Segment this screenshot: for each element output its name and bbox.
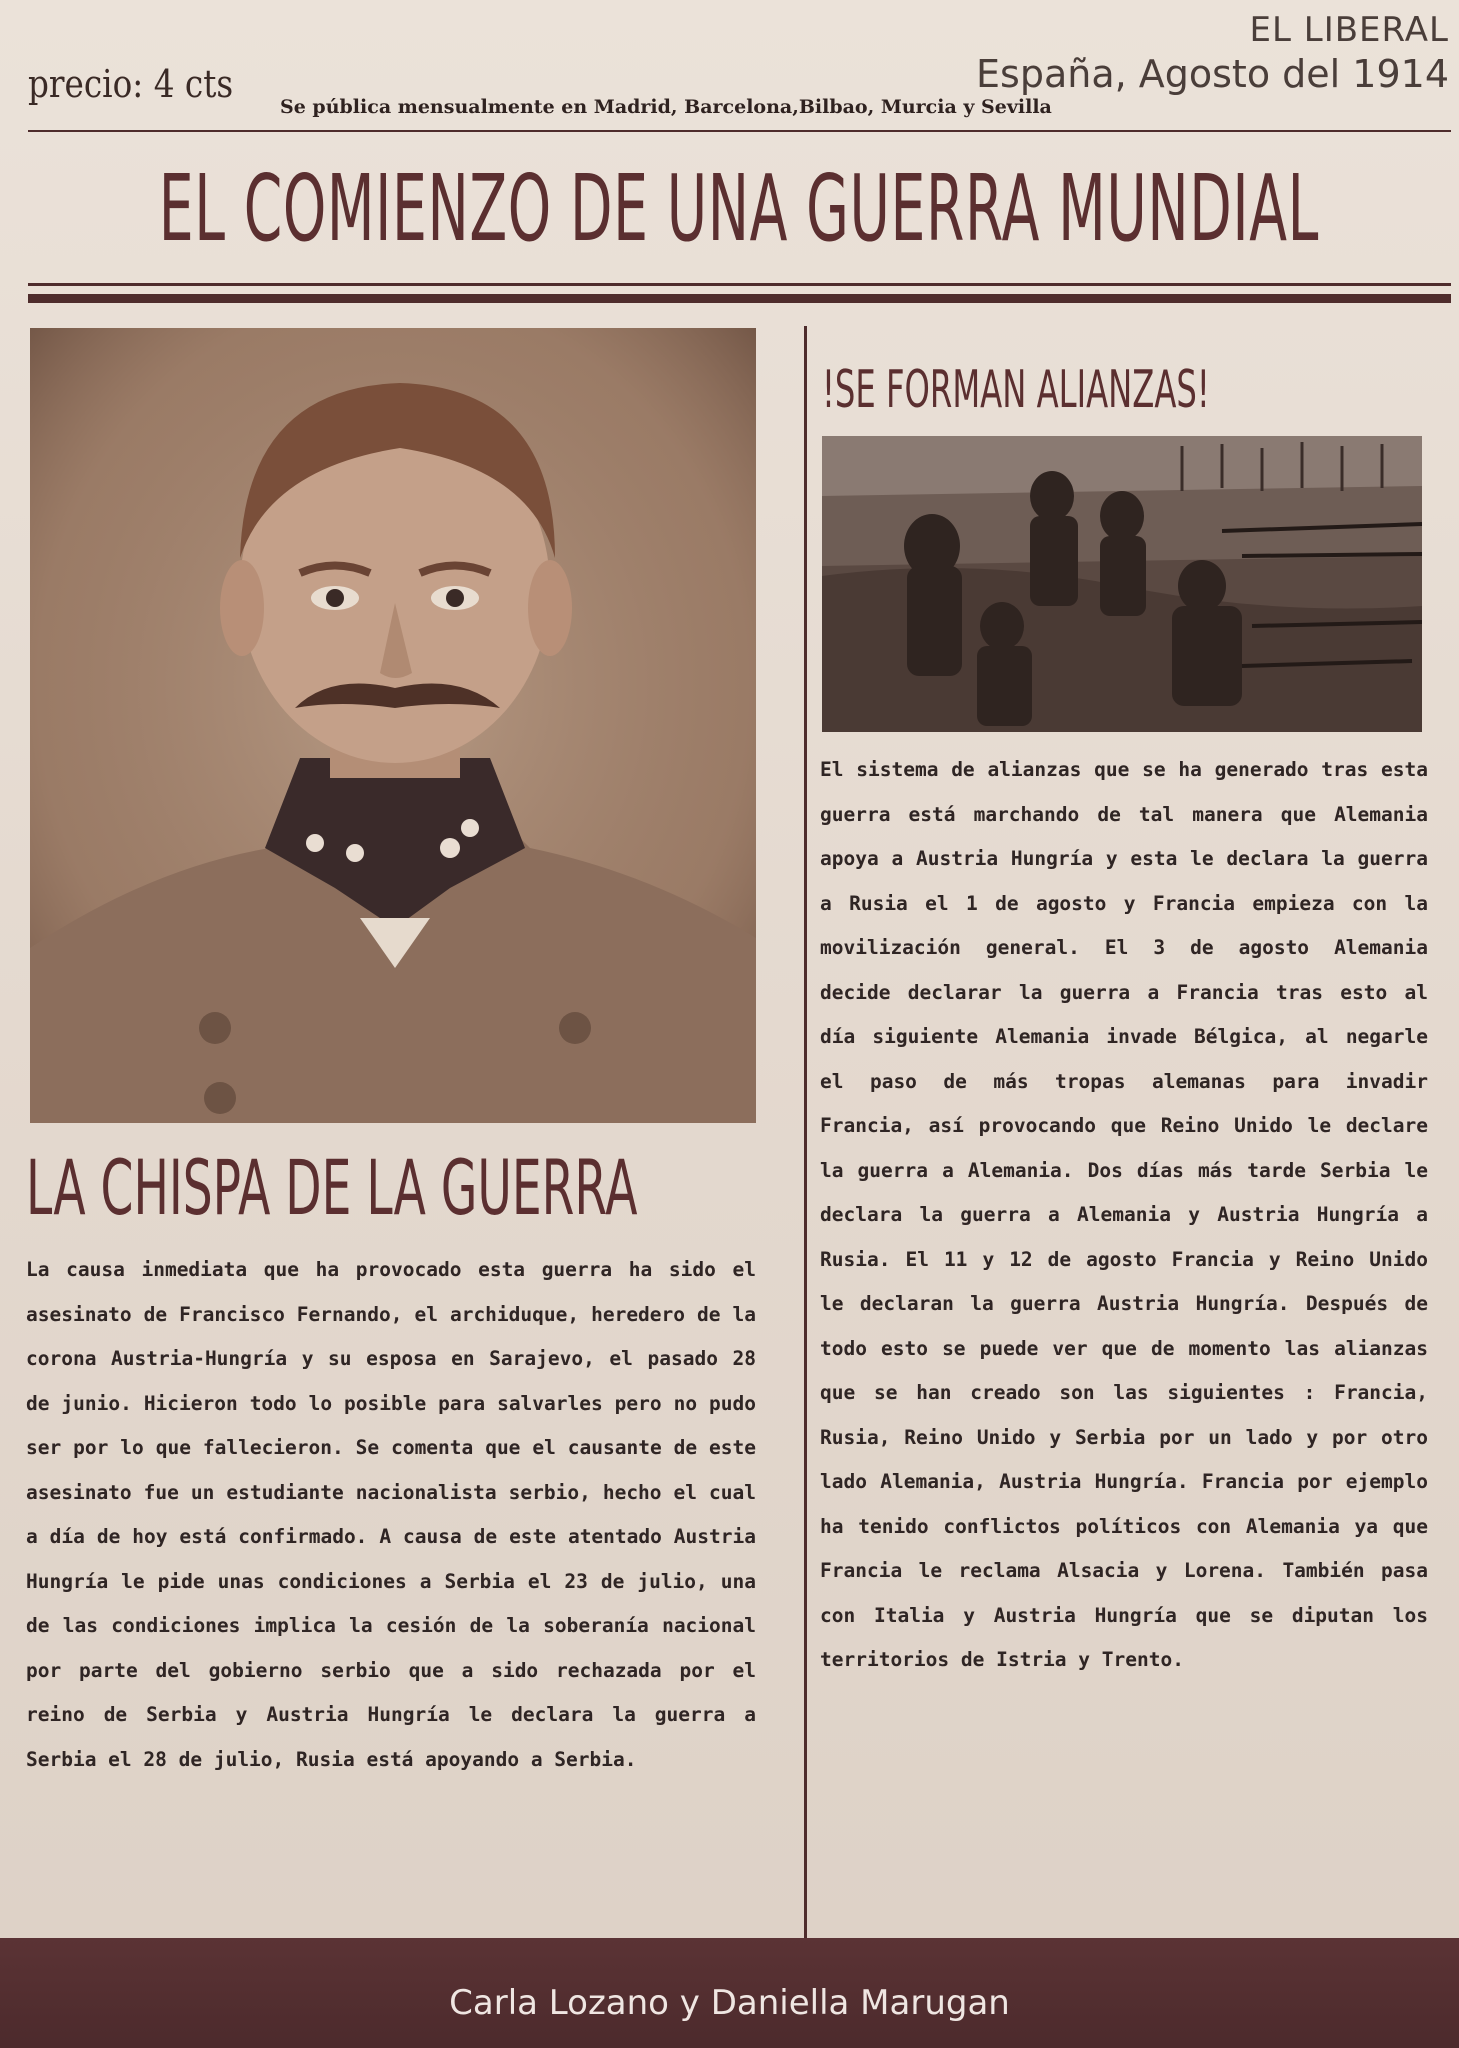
portrait-illustration <box>30 328 756 1123</box>
publication-note: Se pública mensualmente en Madrid, Barcelona,Bilbao, Murcia y Sevilla <box>280 96 1052 118</box>
main-headline <box>28 148 1449 268</box>
left-article-body: La causa inmediata que ha provocado esta guerra ha sido el asesinato de Francisco Fernando, el archiduque, heredero de la corona Austria-Hungría y su esposa en Sarajevo, el pasado 28 de junio. Hicieron todo lo posible para salvarles pero no pudo ser por lo que fallecieron. Se comenta que el causante de este asesinato fue un estudiante nacionalista serbio, hecho el cual a día de hoy está confirmado. A causa de este atentado Austria Hungría le pide unas condiciones a Serbia el 23 de julio, una de las condiciones implica la cesión de la soberanía nacional por parte del gobierno serbio que a sido rechazada por el reino de Serbia y Austria Hungría le declara la guerra a Serbia el 28 de julio, Rusia está apoyando a Serbia. <box>26 1258 756 1771</box>
masthead-rule <box>28 130 1451 132</box>
main-headline-text: EL COMIENZO DE UNA GUERRA MUNDIAL <box>158 154 1319 262</box>
headline-rule-thick <box>28 294 1451 303</box>
footer-authors: Carla Lozano y Daniella Marugan <box>449 1983 1010 2023</box>
right-article-title-text: !SE FORMAN ALIANZAS! <box>822 360 1210 420</box>
right-article-body: El sistema de alianzas que se ha generado tras esta guerra está marchando de tal manera que Alemania apoya a Austria Hungría y esta le declara la guerra a Rusia el 1 de agosto y Francia empieza con la movilización general. El 3 de agosto Alemania decide declarar la guerra a Francia tras esto al día siguiente Alemania invade Bélgica, al negarle el paso de más tropas alemanas para invadir Francia, así provocando que Reino Unido le declare la guerra a Alemania. Dos días más tarde Serbia le declara la guerra a Alemania y Austria Hungría a Rusia. El 11 y 12 de agosto Francia y Reino Unido le declaran la guerra Austria Hungría. Después de todo esto se puede ver que de momento las alianzas que se han creado son las siguientes : Francia, Rusia, Reino Unido y Serbia por un lado y por otro lado Alemania, Austria Hungría. Francia por ejemplo ha tenido conflictos políticos con Alemania ya que Francia le reclama Alsacia y Lorena. También pasa con Italia y Austria Hungría que se diputan los territorios de Istria y Trento. <box>820 758 1428 1671</box>
right-article-title <box>822 350 1447 430</box>
trench-illustration <box>822 436 1422 732</box>
archduke-portrait-photo <box>30 328 756 1123</box>
newspaper-name: EL LIBERAL <box>1249 10 1449 50</box>
headline-rule-thin <box>28 283 1451 286</box>
left-article-title-text: LA CHISPA DE LA GUERRA <box>26 1142 638 1232</box>
masthead-right <box>976 8 1449 96</box>
issue-date: España, Agosto del 1914 <box>976 52 1449 96</box>
trench-soldiers-photo <box>822 436 1422 732</box>
price-label: precio: 4 cts <box>28 62 234 106</box>
